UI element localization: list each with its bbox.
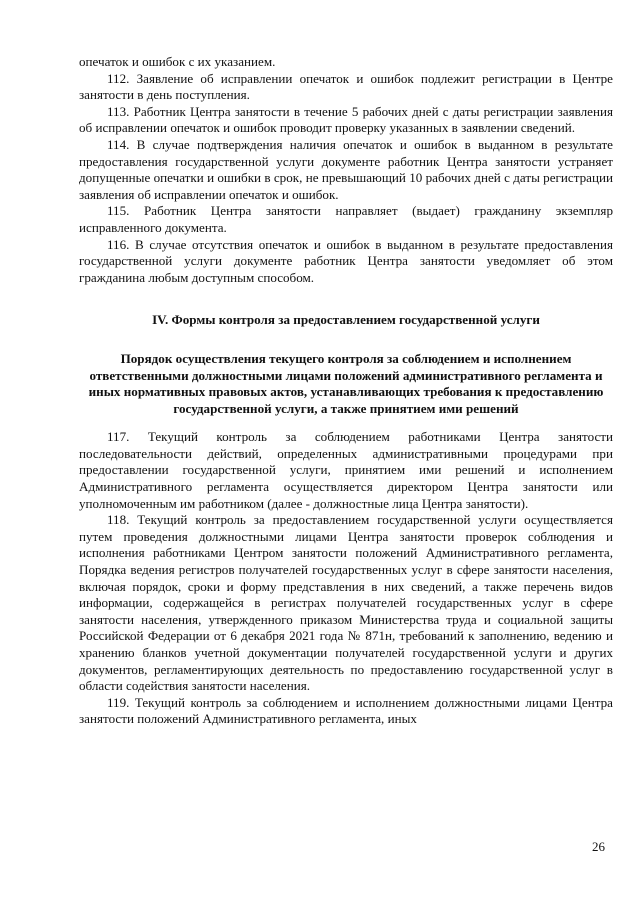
paragraph-115: 115. Работник Центра занятости направляет (выдает) гражданину экземпляр исправленного документа.	[79, 203, 613, 235]
paragraph-119: 119. Текущий контроль за соблюдением и исполнением должностными лицами Центра занятости положений Административного регламента, иных	[79, 694, 613, 727]
section-title: IV. Формы контроля за предоставлением государственной услуги	[152, 312, 540, 328]
paragraph-112: 112. Заявление об исправлении опечаток и ошибок подлежит регистрации в Центре занятости в день поступления.	[79, 70, 613, 103]
page-number: 26	[592, 839, 605, 854]
paragraph-113: 113. Работник Центра занятости в течение 5 рабочих дней с даты регистрации заявления об исправлении опечаток и ошибок проводит проверку указанных в заявлении сведений.	[79, 103, 613, 136]
paragraph-116: 116. В случае отсутствия опечаток и ошибок в выданном в результате предоставления государственной услуги документе работник Центра занятости уведомляет об этом гражданина любым доступным способом.	[79, 236, 613, 285]
paragraph-118: 118. Текущий контроль за предоставлением государственной услуги осуществляется путем проведения должностными лицами Центра занятости проверок соблюдения и исполнения работниками Центром занятости положений Административного регламента, Порядка ведения регистров получателей государственных услуг в сфере занятости населения, включая порядок, сроки и форму представления в них сведений, а также перечень видов информации, содержащейся в регистрах получателей государственных услуг в сфере занятости населения, утвержденного приказом Министерства труда и социальной защиты Российской Федерации от 6 декабря 2021 года № 871н, требований к заполнению, ведению и хранению бланков учетной документации получателей государственной услуги и других документов, регламентирующих деятельность по предоставлению государственной услуг в области содействия занятости населения.	[79, 512, 613, 694]
paragraph-114: 114. В случае подтверждения наличия опечаток и ошибок в выданном в результате предоставления государственной услуги документе работник Центра занятости устраняет допущенные опечатки и ошибки в срок, не превышающий 10 рабочих дней с даты регистрации заявления об исправлении опечаток и ошибок.	[79, 136, 613, 202]
subsection-title: Порядок осуществления текущего контроля за соблюдением и исполнением ответственными должностными лицами положений административного регламента и иных нормативных правовых актов, устанавливающих требования к предоставлению государственной услуги, а также принятием ими решений	[88, 350, 604, 416]
paragraph-111-continuation: опечаток и ошибок с их указанием.	[79, 54, 276, 69]
paragraph-117: 117. Текущий контроль за соблюдением работниками Центра занятости последовательности действий, определенных административными процедурами при предоставлении государственной услуги, принятием ими решений и исполнением Административного регламента осуществляется директором Центра занятости или уполномоченным им работником (далее - должностные лица Центра занятости).	[79, 429, 613, 511]
document-page	[79, 54, 613, 728]
